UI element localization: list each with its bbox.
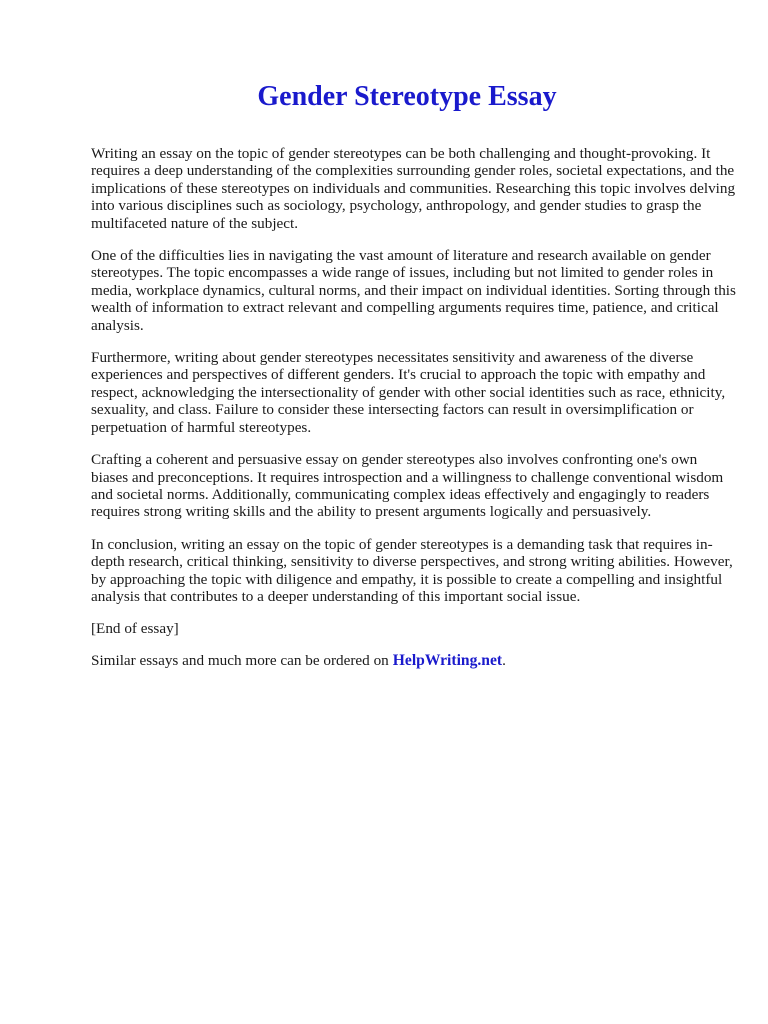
end-of-essay-note: [End of essay] bbox=[91, 620, 179, 638]
essay-paragraph-3: Furthermore, writing about gender stereotypes necessitates sensitivity and awareness of the diverse experiences and perspectives of different genders. It's crucial to approach the topic with empathy and respect, acknowledging the intersectionality of gender with other social identities such as race, ethnicity, sexuality, and class. Failure to consider these intersecting factors can result in oversimplification or perpetuation of harmful stereotypes. bbox=[91, 349, 726, 436]
essay-paragraph-5: In conclusion, writing an essay on the topic of gender stereotypes is a demanding task that requires in-depth research, critical thinking, sensitivity to diverse perspectives, and strong writing abilities. However, by approaching the topic with diligence and empathy, it is possible to create a compelling and insightful analysis that contributes to a deeper understanding of this important social issue. bbox=[91, 535, 733, 605]
essay-paragraph-4: Crafting a coherent and persuasive essay on gender stereotypes also involves confronting one's own biases and preconceptions. It requires introspection and a willingness to challenge conventional wisdom and societal norms. Additionally, communicating complex ideas effectively and engagingly to readers requires strong writing skills and the ability to present arguments logically and persuasively. bbox=[91, 451, 724, 521]
helpwriting-link[interactable]: HelpWriting.net bbox=[392, 651, 503, 669]
footer-prefix: Similar essays and much more can be ordered on bbox=[91, 651, 389, 669]
footer-suffix: . bbox=[502, 651, 506, 669]
footer-promo bbox=[91, 652, 736, 669]
essay-paragraph-2: One of the difficulties lies in navigating the vast amount of literature and research available on gender stereotypes. The topic encompasses a wide range of issues, including but not limited to gender roles in media, workplace dynamics, cultural norms, and their impact on individual identities. Sorting through this wealth of information to extract relevant and compelling arguments requires time, patience, and critical analysis. bbox=[91, 247, 736, 334]
essay-paragraph-1: Writing an essay on the topic of gender stereotypes can be both challenging and thought-provoking. It requires a deep understanding of the complexities surrounding gender roles, societal expectations, and the implications of these stereotypes on individuals and communities. Researching this topic involves delving into various disciplines such as sociology, psychology, anthropology, and gender studies to grasp the multifaceted nature of the subject. bbox=[91, 145, 736, 232]
essay-body bbox=[91, 145, 736, 669]
page-title: Gender Stereotype Essay bbox=[257, 81, 557, 112]
